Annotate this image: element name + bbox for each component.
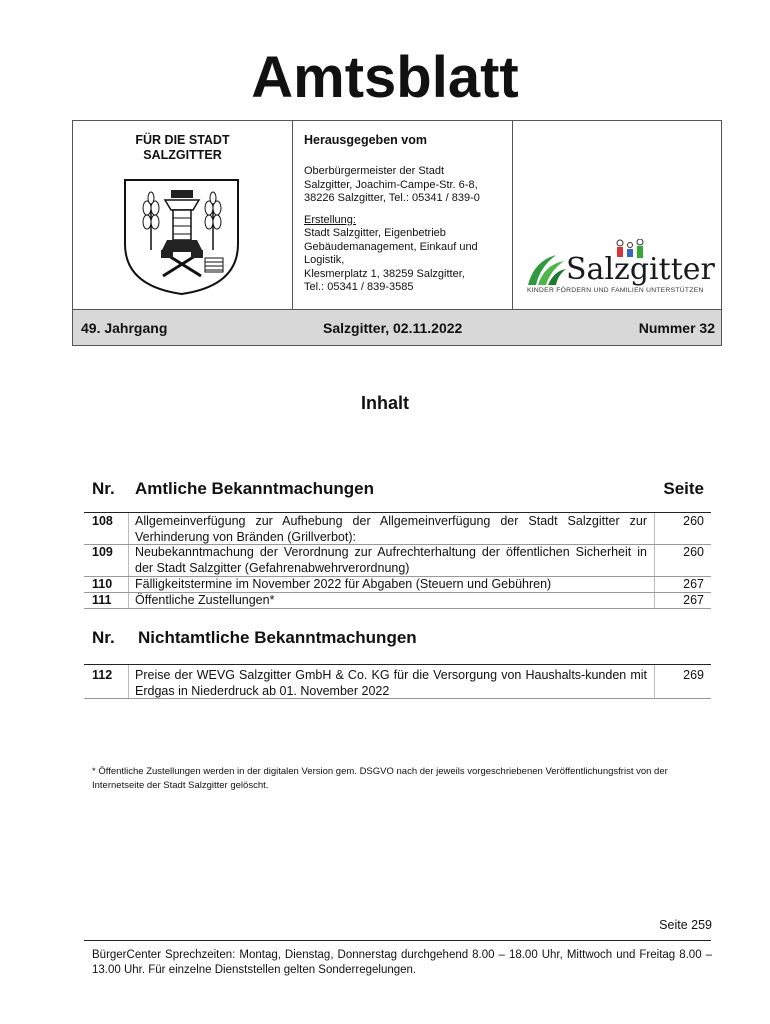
logo-swoosh-icon xyxy=(526,253,566,287)
publisher-line: Oberbürgermeister der Stadt xyxy=(304,165,445,177)
publisher-line: Salzgitter, Joachim-Campe-Str. 6-8, xyxy=(304,178,478,191)
toc-row-text: Neubekanntmachung der Verordnung zur Aufrechterhaltung der öffentlichen Sicherheit in der Stadt Salzgitter (Gefahrenabwehrverordnung) xyxy=(135,545,647,575)
contents-heading: Inhalt xyxy=(361,393,409,413)
creation-line: Stadt Salzgitter, Eigenbetrieb xyxy=(304,227,446,239)
table-rule xyxy=(84,608,711,609)
toc-row-text: Öffentliche Zustellungen* xyxy=(135,593,275,607)
page-column-header: Seite xyxy=(663,479,704,498)
publisher-info xyxy=(304,165,509,295)
toc-row-nr: 112 xyxy=(92,668,113,682)
toc-row-text: Fälligkeitstermine im November 2022 für Abgaben (Steuern und Gebühren) xyxy=(135,577,552,591)
toc-row-page: 260 xyxy=(683,545,704,559)
logo-tagline: KINDER FÖRDERN UND FAMILIEN UNTERSTÜTZEN xyxy=(527,287,704,294)
salzgitter-logo-icon xyxy=(526,239,716,301)
footnote: * Öffentliche Zustellungen werden in der digitalen Version gem. DSGVO nach der jeweils vorgeschriebenen Veröffentlichungsfrist von der Internetseite der Stadt Salzgitter gelöscht. xyxy=(92,766,668,791)
creation-line: Gebäudemanagement, Einkauf und xyxy=(304,240,478,253)
column-divider xyxy=(128,665,129,698)
toc-row-page: 269 xyxy=(683,668,704,682)
masthead xyxy=(72,120,722,346)
toc-row-page: 260 xyxy=(683,514,704,528)
publisher-column xyxy=(292,121,513,309)
unofficial-section-title: Nichtamtliche Bekanntmachungen xyxy=(138,628,417,647)
official-nr-header: Nr. xyxy=(92,479,115,498)
column-divider xyxy=(654,665,655,698)
issue-number: Nummer 32 xyxy=(638,320,715,336)
creation-label: Erstellung: xyxy=(304,213,356,226)
unofficial-nr-header: Nr. xyxy=(92,628,115,647)
logo-column xyxy=(512,121,721,309)
table-rule xyxy=(84,512,711,513)
table-rule xyxy=(84,664,711,665)
issue-year: 49. Jahrgang xyxy=(81,320,168,336)
toc-row-nr: 109 xyxy=(92,545,113,559)
column-divider xyxy=(128,513,129,608)
page-title: Amtsblatt xyxy=(251,45,519,110)
toc-row-nr: 108 xyxy=(92,514,113,528)
toc-row-text: Allgemeinverfügung zur Aufhebung der Allgemeinverfügung der Stadt Salzgitter zur Verhinderung von Bränden (Grillverbot): xyxy=(135,514,647,544)
column-divider xyxy=(654,513,655,608)
table-rule xyxy=(84,698,711,699)
footer-rule xyxy=(84,940,711,941)
city-label xyxy=(73,133,292,163)
creation-line: Klesmerplatz 1, 38259 Salzgitter, xyxy=(304,267,465,280)
toc-row-page: 267 xyxy=(683,577,704,591)
toc-row-page: 267 xyxy=(683,593,704,607)
toc-row-nr: 110 xyxy=(92,577,113,591)
city-crest-icon xyxy=(123,178,240,296)
publisher-line: 38226 Salzgitter, Tel.: 05341 / 839-0 xyxy=(304,192,480,204)
issue-place-date: Salzgitter, 02.11.2022 xyxy=(323,320,463,336)
creation-line: Tel.: 05341 / 839-3585 xyxy=(304,281,414,293)
official-section-title: Amtliche Bekanntmachungen xyxy=(135,479,374,498)
page-number: Seite 259 xyxy=(659,918,712,932)
toc-row-nr: 111 xyxy=(92,593,112,607)
city-label-line1: FÜR DIE STADT xyxy=(135,133,230,147)
logo-wordmark: Salzgitter xyxy=(566,252,715,287)
toc-row-text: Preise der WEVG Salzgitter GmbH & Co. KG für die Versorgung von Haushalts-kunden mit Erdgas in Niederdruck ab 01. November 2022 xyxy=(135,668,647,698)
office-hours: BürgerCenter Sprechzeiten: Montag, Dienstag, Donnerstag durchgehend 8.00 – 18.00 Uhr, Mittwoch und Freitag 8.00 – 13.00 Uhr. Für einzelne Dienststellen gelten Sonderregelungen. xyxy=(92,949,712,976)
city-column xyxy=(73,121,293,309)
issue-bar xyxy=(73,309,721,345)
creation-line: Logistik, xyxy=(304,254,345,266)
publisher-heading: Herausgegeben vom xyxy=(304,133,427,147)
city-label-line2: SALZGITTER xyxy=(143,148,222,162)
